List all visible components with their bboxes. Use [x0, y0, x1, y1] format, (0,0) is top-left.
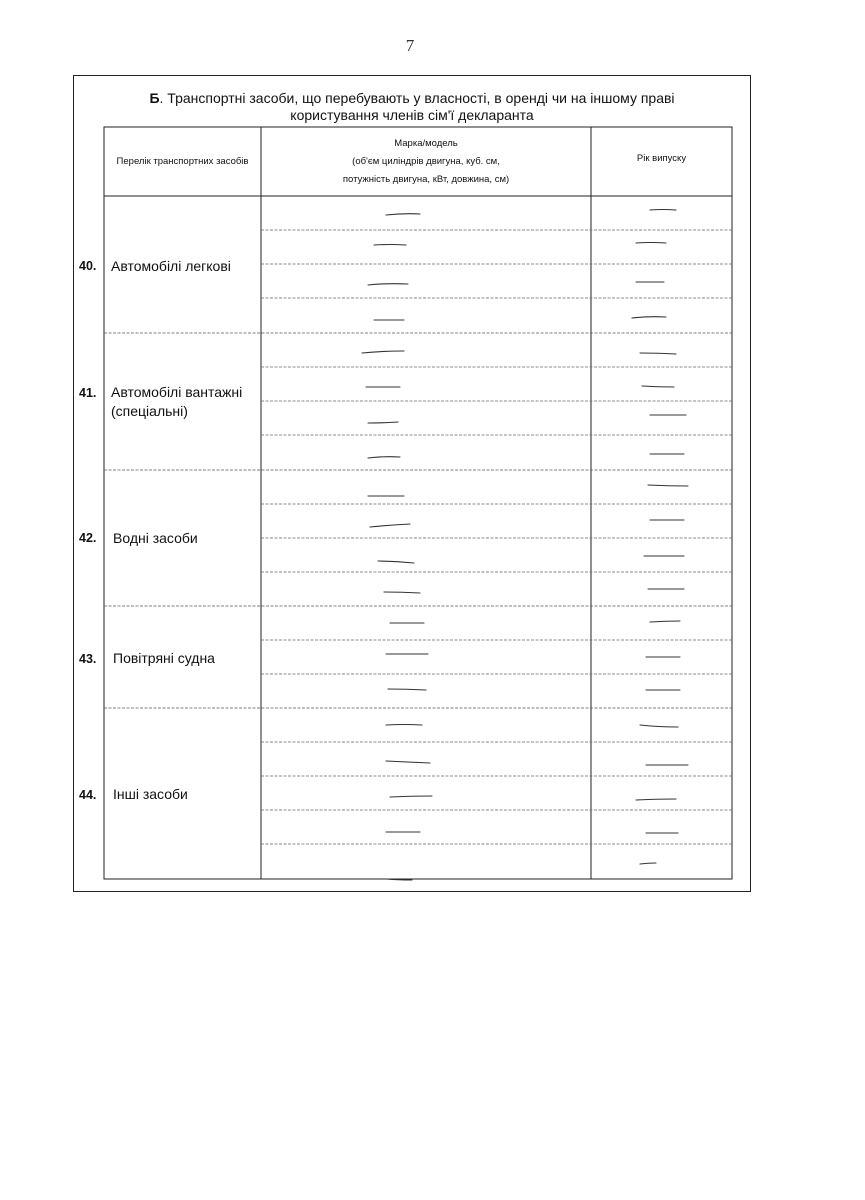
row-label: Автомобілі легкові — [111, 258, 231, 274]
subrow-lines — [261, 230, 732, 844]
row-number: 44. — [79, 788, 97, 802]
dash-mark — [390, 796, 432, 797]
dash-mark — [386, 761, 430, 763]
section-title-text: . Транспортні засоби, що перебувають у власності, в оренді чи на іншому праві — [159, 90, 675, 106]
header-cell-type: Перелік транспортних засобів — [116, 156, 249, 167]
dash-mark — [386, 214, 420, 215]
row-label: Автомобілі вантажні (спеціальні) — [111, 384, 243, 419]
header-cell-year: Рік випуску — [636, 152, 687, 164]
dash-mark — [636, 799, 676, 800]
page-number: 7 — [405, 36, 415, 55]
row-number: 40. — [79, 259, 97, 273]
dash-mark — [650, 210, 676, 211]
handwritten-dashes — [362, 210, 688, 881]
dash-mark — [642, 386, 674, 387]
dash-mark — [384, 592, 420, 593]
table-border — [104, 127, 732, 879]
dash-mark — [362, 351, 404, 353]
dash-mark — [378, 561, 414, 563]
row-number: 41. — [79, 386, 97, 400]
dash-mark — [368, 457, 400, 458]
header-model-line1: Марка/модель — [394, 137, 458, 149]
header-model-line2: (об'єм циліндрів двигуна, куб. см, — [352, 155, 500, 167]
row-label: Інші засоби — [113, 786, 188, 802]
dash-mark — [640, 725, 678, 727]
section-title-line2: користування членів сім'ї декларанта — [290, 107, 534, 123]
dash-mark — [632, 317, 666, 318]
row-label: Водні засоби — [113, 530, 198, 546]
section-letter: Б — [149, 90, 160, 106]
row-label: Повітряні судна — [113, 650, 215, 666]
dash-mark — [640, 863, 656, 864]
header-cell-model — [261, 127, 591, 196]
dash-mark — [636, 243, 666, 244]
dash-mark — [368, 284, 408, 285]
row-number: 43. — [79, 652, 97, 666]
header-model-line3: потужність двигуна, кВт, довжина, см) — [342, 173, 510, 185]
dash-mark — [368, 422, 398, 423]
dash-mark — [640, 353, 676, 354]
dash-mark — [648, 485, 688, 486]
dash-mark — [370, 524, 410, 527]
row-number: 42. — [79, 531, 97, 545]
dash-mark — [388, 689, 426, 690]
dash-mark — [650, 621, 680, 622]
dash-mark — [374, 245, 406, 246]
dash-mark — [386, 725, 422, 726]
